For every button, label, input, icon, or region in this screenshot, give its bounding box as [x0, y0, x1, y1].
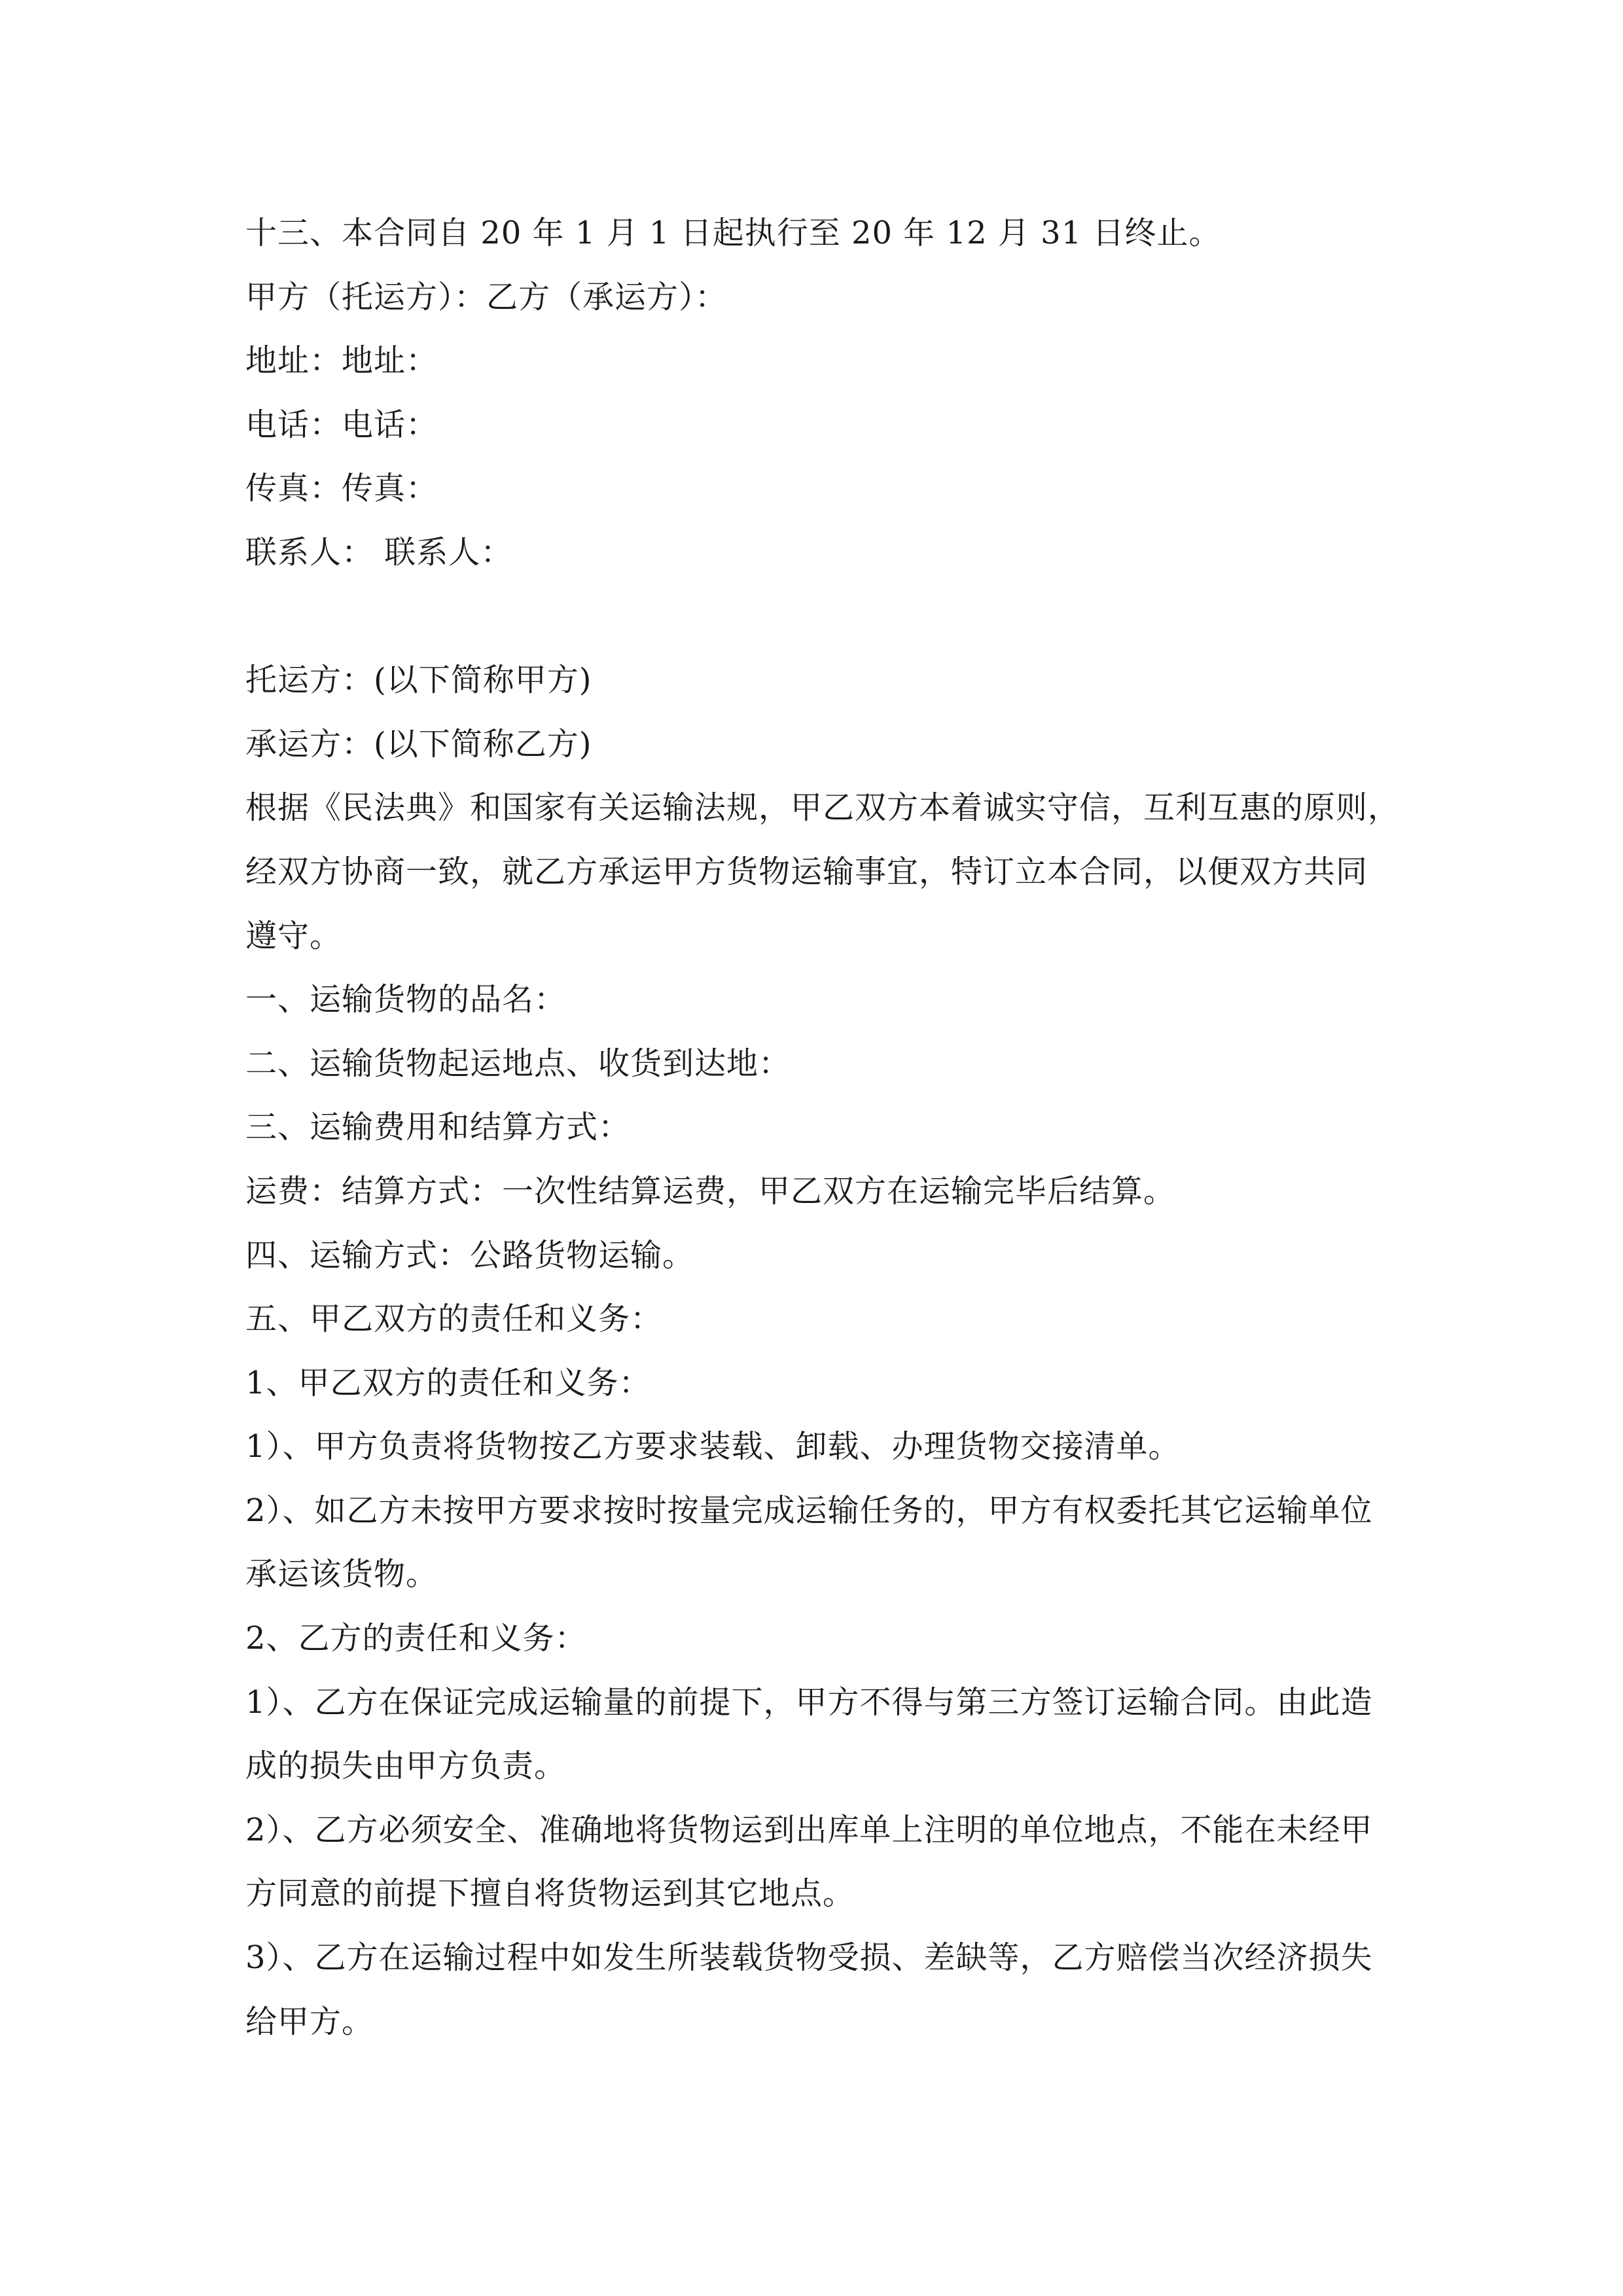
clause-4-method: 四、运输方式：公路货物运输。: [245, 1236, 695, 1274]
consignor-line: 托运方：(以下简称甲方): [245, 662, 592, 699]
duty-2-item-3-line-1: 3）、乙方在运输过程中如发生所装载货物受损、差缺等，乙方赔偿当次经济损失: [245, 1939, 1373, 1977]
clause-2-locations: 二、运输货物起运地点、收货到达地：: [245, 1045, 791, 1082]
duty-2-item-2-line-1: 2）、乙方必须安全、准确地将货物运到出库单上注明的单位地点，不能在未经甲: [245, 1811, 1373, 1848]
duty-2-heading: 2、乙方的责任和义务：: [245, 1620, 587, 1657]
address-line: 地址：地址：: [245, 342, 438, 380]
phone-line: 电话：电话：: [245, 406, 438, 443]
fee-settlement-line: 运费：结算方式：一次性结算运费，甲乙双方在运输完毕后结算。: [245, 1172, 1176, 1210]
clause-13-term: 十三、本合同自 20 年 1 月 1 日起执行至 20 年 12 月 31 日终止。: [245, 215, 1221, 251]
duty-1-item-1: 1）、甲方负责将货物按乙方要求装载、卸载、办理货物交接清单。: [245, 1428, 1181, 1465]
party-header: 甲方（托运方）：乙方（承运方）：: [245, 278, 728, 315]
clause-5-duties: 五、甲乙双方的责任和义务：: [245, 1300, 663, 1338]
duty-2-item-1-line-1: 1）、乙方在保证完成运输量的前提下，甲方不得与第三方签订运输合同。由此造: [245, 1683, 1373, 1721]
contact-line: 联系人： 联系人：: [245, 533, 513, 571]
document-body: [245, 202, 1400, 2054]
duty-1-item-2-line-1: 2）、如乙方未按甲方要求按时按量完成运输任务的，甲方有权委托其它运输单位: [245, 1492, 1373, 1529]
preamble-line-3: 遵守。: [245, 917, 342, 954]
duty-2-item-3-line-2: 给甲方。: [245, 2003, 374, 2040]
clause-1-goods: 一、运输货物的品名：: [245, 981, 567, 1018]
duty-2-item-2-line-2: 方同意的前提下擅自将货物运到其它地点。: [245, 1875, 855, 1912]
fax-line: 传真：传真：: [245, 470, 438, 507]
clause-3-fees: 三、运输费用和结算方式：: [245, 1109, 631, 1146]
duty-1-heading: 1、甲乙双方的责任和义务：: [245, 1364, 651, 1401]
carrier-line: 承运方：(以下简称乙方): [245, 725, 592, 762]
preamble-line-2: 经双方协商一致，就乙方承运甲方货物运输事宜，特订立本合同，以便双方共同: [245, 853, 1368, 890]
duty-1-item-2-line-2: 承运该货物。: [245, 1556, 438, 1593]
preamble-line-1: 根据《民法典》和国家有关运输法规，甲乙双方本着诚实守信，互利互惠的原则，: [245, 789, 1400, 827]
blank-line: [245, 585, 1384, 649]
duty-2-item-1-line-2: 成的损失由甲方负责。: [245, 1748, 567, 1785]
